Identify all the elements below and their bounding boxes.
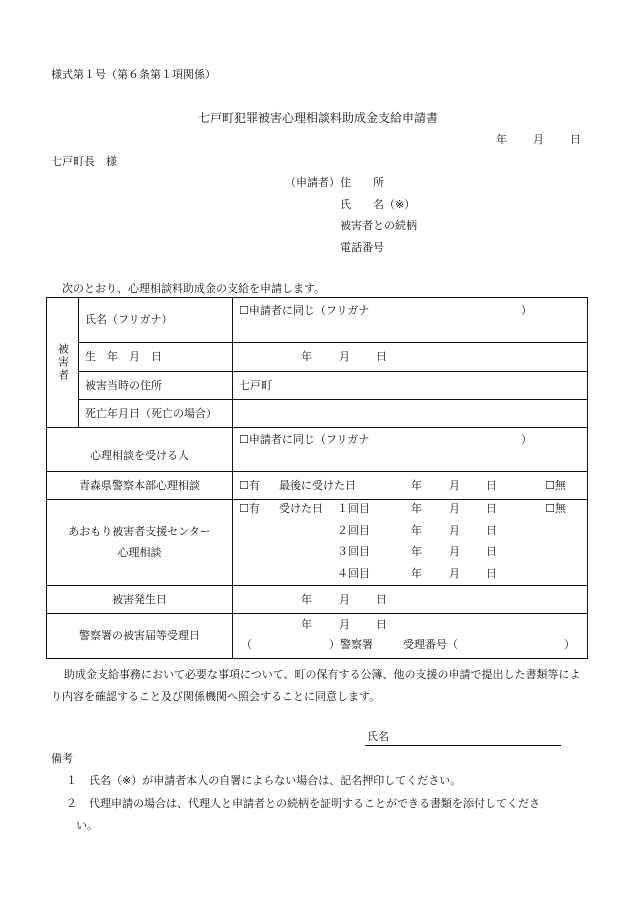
row-victim-name xyxy=(47,298,588,343)
application-table xyxy=(46,297,588,659)
police-counsel-year: 年 xyxy=(411,478,422,492)
applicant-relation-label: 被害者との続柄 xyxy=(340,219,417,232)
intro-text: 次のとおり、心理相談料助成金の支給を申請します。 xyxy=(62,282,326,295)
date-year-label: 年 xyxy=(496,133,507,146)
row-police-report xyxy=(47,614,588,659)
victim-label: 被害者 xyxy=(56,343,70,382)
session-3-label: ３回目 xyxy=(337,545,370,558)
addressee: 七戸町長 様 xyxy=(51,155,117,168)
session-3-month: 月 xyxy=(449,545,460,558)
counsel-same-as-applicant-checkbox[interactable]: ☐申請者に同じ（フリガナ xyxy=(239,433,370,446)
counsel-furigana-close-paren: ） xyxy=(521,433,532,446)
incident-day: 日 xyxy=(376,592,387,606)
address-field[interactable]: 七戸町 xyxy=(233,372,588,400)
furigana-close-paren: ） xyxy=(521,304,532,317)
death-date-label: 死亡年月日（死亡の場合） xyxy=(79,400,233,428)
support-center-has-checkbox[interactable]: ☐有 xyxy=(239,502,260,515)
applicant-phone-label: 電話番号 xyxy=(340,241,384,254)
address-label: 被害当時の住所 xyxy=(79,372,233,400)
police-station-open-paren: （ xyxy=(241,638,252,651)
signature-line[interactable] xyxy=(365,745,561,746)
police-counsel-day: 日 xyxy=(486,478,497,492)
incident-date-field[interactable] xyxy=(233,586,588,614)
police-counsel-none-checkbox[interactable]: ☐無 xyxy=(545,478,566,492)
session-2-year: 年 xyxy=(411,524,422,537)
birth-day: 日 xyxy=(376,350,387,363)
session-3-day: 日 xyxy=(486,545,497,558)
notes-title: 備考 xyxy=(51,752,73,765)
birth-year: 年 xyxy=(301,350,312,363)
session-1-label: １回目 xyxy=(337,502,370,515)
support-center-field[interactable] xyxy=(233,500,588,586)
note-1-number: １ xyxy=(66,774,77,787)
session-3-year: 年 xyxy=(411,545,422,558)
counsel-person-label: 心理相談を受ける人 xyxy=(47,428,233,472)
date-month-label: 月 xyxy=(533,133,544,146)
row-police-counsel xyxy=(47,472,588,500)
row-victim-death xyxy=(47,400,588,428)
support-center-none-checkbox[interactable]: ☐無 xyxy=(545,502,566,515)
same-as-applicant-checkbox[interactable]: ☐申請者に同じ（フリガナ xyxy=(239,304,370,317)
session-1-day: 日 xyxy=(486,502,497,515)
police-report-label: 警察署の被害届等受理日 xyxy=(47,614,233,659)
row-counsel-person xyxy=(47,428,588,472)
row-support-center xyxy=(47,500,588,586)
death-date-field[interactable] xyxy=(233,400,588,428)
session-2-label: ２回目 xyxy=(337,524,370,537)
session-2-month: 月 xyxy=(449,524,460,537)
row-incident-date xyxy=(47,586,588,614)
incident-date-label: 被害発生日 xyxy=(47,586,233,614)
incident-month: 月 xyxy=(339,592,350,606)
session-1-year: 年 xyxy=(411,502,422,515)
report-month: 月 xyxy=(339,618,350,631)
police-counsel-field[interactable] xyxy=(233,472,588,500)
applicant-address-label: 住 所 xyxy=(340,176,384,189)
note-2-text: 代理申請の場合は、代理人と申請者との続柄を証明することができる書類を添付してくださ xyxy=(89,797,540,810)
receipt-number-label: 受理番号（ xyxy=(403,638,458,651)
birth-month: 月 xyxy=(339,350,350,363)
session-4-day: 日 xyxy=(486,567,497,580)
police-counsel-last-date-label: 最後に受けた日 xyxy=(279,478,356,492)
report-year: 年 xyxy=(301,618,312,631)
receipt-number-close-paren: ） xyxy=(564,638,575,651)
note-2-continuation: い。 xyxy=(76,819,98,832)
session-2-day: 日 xyxy=(486,524,497,537)
police-counsel-month: 月 xyxy=(449,478,460,492)
police-station-label: ）警察署 xyxy=(329,638,373,651)
note-1-text: 氏名（※）が申請者本人の自署によらない場合は、記名押印してください。 xyxy=(89,774,462,787)
note-2-number: ２ xyxy=(66,797,77,810)
report-day: 日 xyxy=(376,618,387,631)
victim-name-label: 氏名（フリガナ） xyxy=(79,298,233,343)
victim-group-cell xyxy=(47,298,79,428)
form-number: 様式第１号（第６条第１項関係） xyxy=(51,68,216,81)
support-center-label-2: 心理相談 xyxy=(117,546,162,559)
row-victim-birth xyxy=(47,343,588,372)
session-4-month: 月 xyxy=(449,567,460,580)
birth-label: 生 年 月 日 xyxy=(79,343,233,372)
police-counsel-has-checkbox[interactable]: ☐有 xyxy=(239,478,260,492)
support-center-label-cell xyxy=(47,500,233,586)
birth-date-field[interactable] xyxy=(233,343,588,372)
police-report-field[interactable] xyxy=(233,614,588,659)
incident-year: 年 xyxy=(301,592,312,606)
victim-name-field[interactable] xyxy=(233,298,588,343)
session-1-month: 月 xyxy=(449,502,460,515)
support-center-label-1: あおもり被害者支援センター xyxy=(68,525,211,538)
signature-label: 氏名 xyxy=(367,730,389,743)
applicant-name-label: 氏 名（※） xyxy=(340,198,416,211)
counsel-person-field[interactable] xyxy=(233,428,588,472)
support-center-received-label: 受けた日 xyxy=(279,502,323,515)
police-counsel-label: 青森県警察本部心理相談 xyxy=(47,472,233,500)
date-day-label: 日 xyxy=(570,133,581,146)
session-4-label: ４回目 xyxy=(337,567,370,580)
consent-text: 助成金支給事務において必要な事項について、町の保有する公簿、他の支援の申請で提出した書類等により内容を確認すること及び関係機関へ照会することに同意します。 xyxy=(51,668,581,703)
row-victim-address xyxy=(47,372,588,400)
session-4-year: 年 xyxy=(411,567,422,580)
applicant-label: （申請者） xyxy=(285,176,340,189)
document-title: 七戸町犯罪被害心理相談料助成金支給申請書 xyxy=(198,111,439,125)
